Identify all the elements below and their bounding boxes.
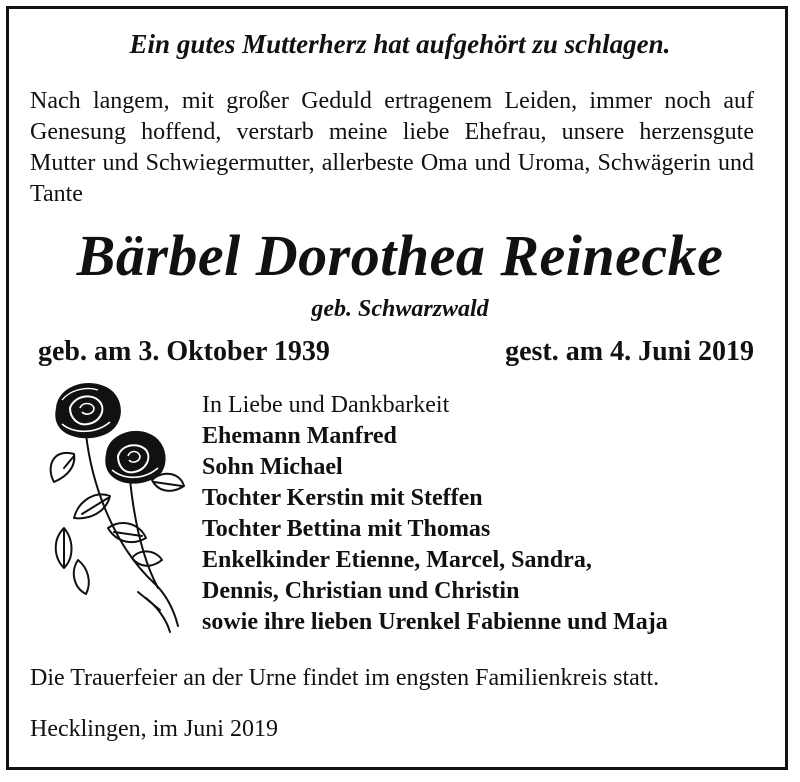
mourners-intro: In Liebe und Dankbarkeit <box>202 392 450 418</box>
death-date: gest. am 4. Juni 2019 <box>505 336 754 367</box>
deceased-name: Bärbel Dorothea Reinecke <box>76 223 724 288</box>
life-dates <box>38 335 754 369</box>
mourner-line: Tochter Bettina mit Thomas <box>202 516 491 542</box>
mourner-line: Tochter Kerstin mit Steffen <box>202 485 483 511</box>
intro-text: Nach langem, mit großer Geduld ertragenem Leiden, immer noch auf Genesung hoffend, verstarb meine liebe Ehefrau, unsere herzensgute Mutter und Schwiegermutter, allerbeste Oma und Uroma, Schwägerin und Tante <box>30 88 754 207</box>
mourners-list <box>202 390 668 638</box>
mourner-line: Dennis, Christian und Christin <box>202 578 520 604</box>
ceremony-note: Die Trauerfeier an der Urne findet im engsten Familienkreis statt. <box>30 665 660 691</box>
birth-date: geb. am 3. Oktober 1939 <box>38 336 330 367</box>
mourner-line: Enkelkinder Etienne, Marcel, Sandra, <box>202 547 592 573</box>
mourner-line: sowie ihre lieben Urenkel Fabienne und Maja <box>202 609 668 635</box>
headline: Ein gutes Mutterherz hat aufgehört zu schlagen. <box>129 29 671 59</box>
mourner-line: Ehemann Manfred <box>202 423 397 449</box>
place-date: Hecklingen, im Juni 2019 <box>30 716 278 742</box>
maiden-name: geb. Schwarzwald <box>311 296 489 322</box>
mourner-line: Sohn Michael <box>202 454 343 480</box>
roses-icon <box>34 378 194 638</box>
